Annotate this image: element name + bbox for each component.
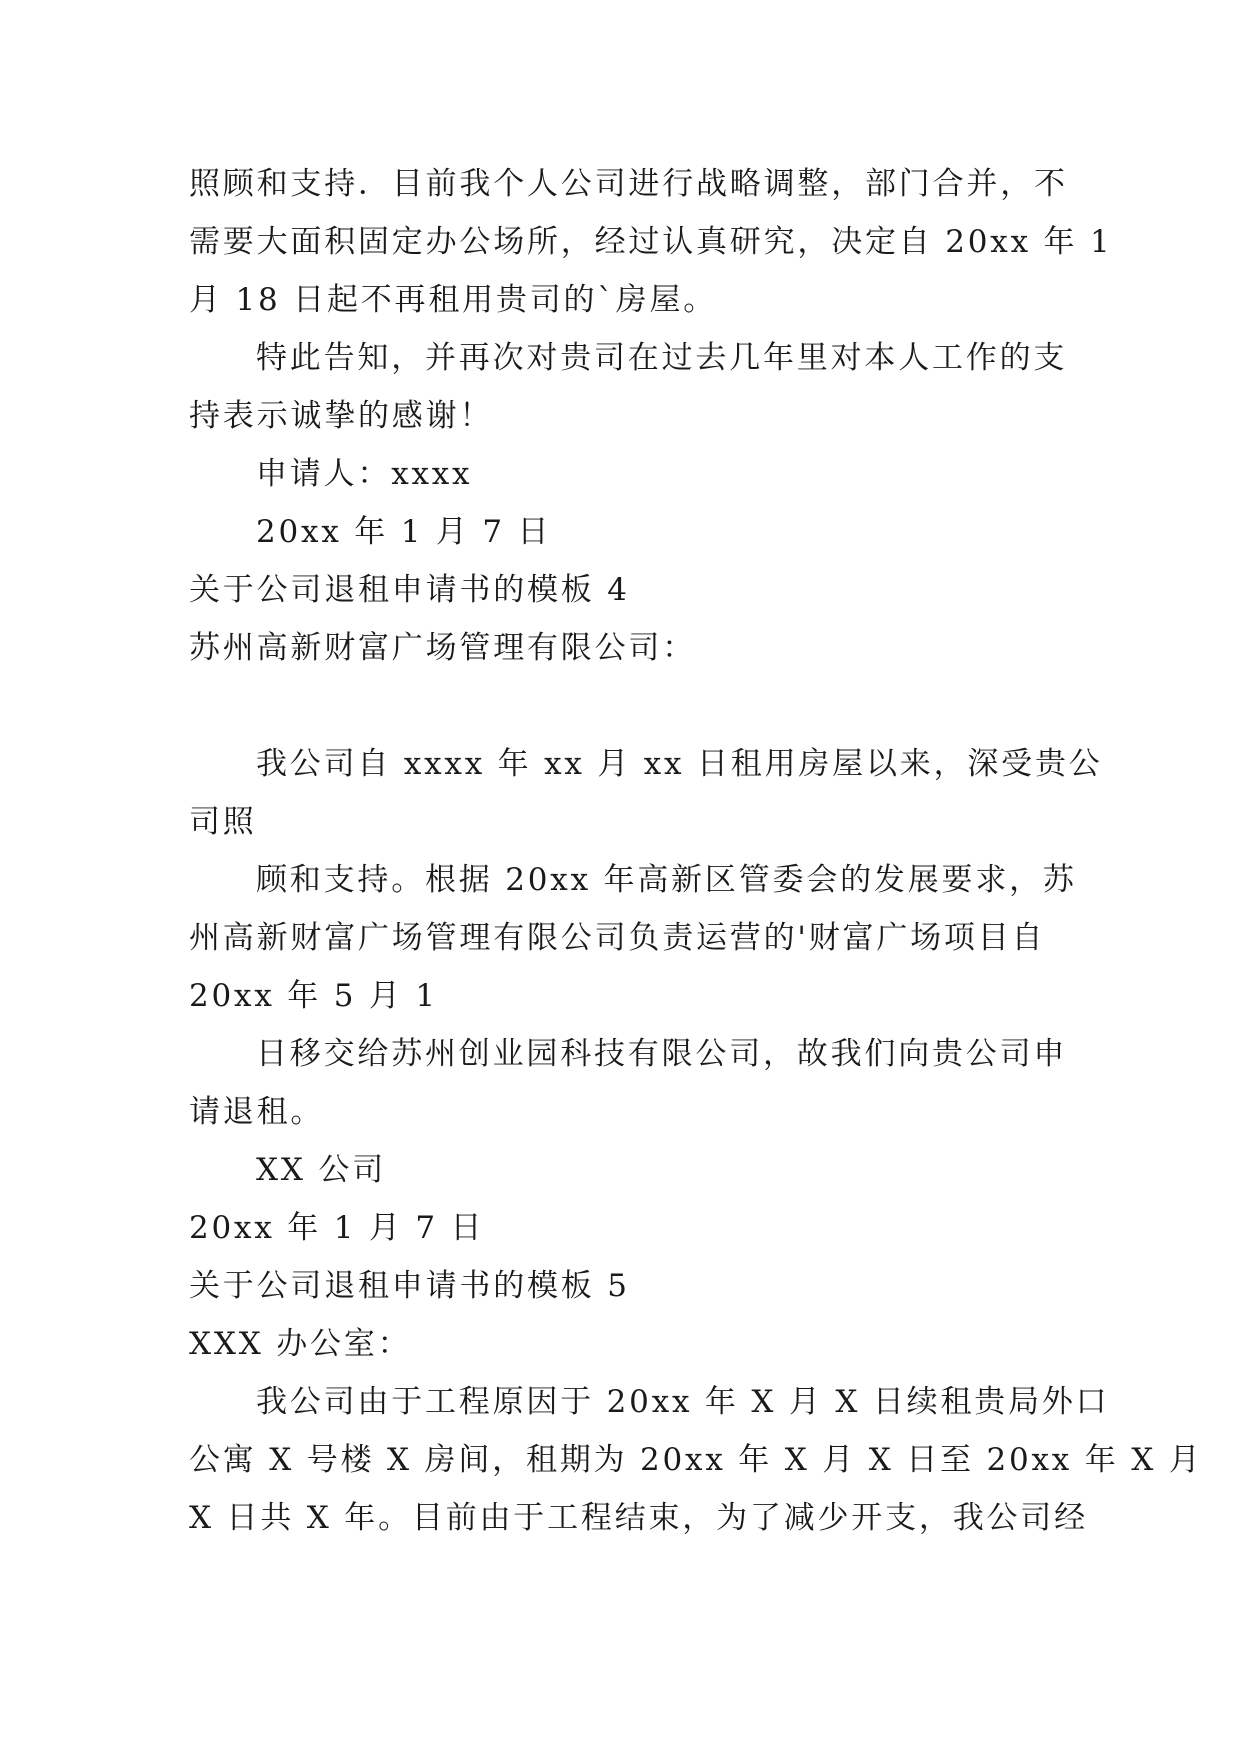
- signature-line: XX 公司: [256, 1152, 386, 1188]
- body-line: 照顾和支持．目前我个人公司进行战略调整，部门合并，不: [189, 166, 1068, 202]
- body-line: 20xx 年 5 月 1: [189, 978, 438, 1014]
- recipient-line: 苏州高新财富广场管理有限公司：: [189, 630, 696, 666]
- body-line: 我公司自 xxxx 年 xx 月 xx 日租用房屋以来，深受贵公: [256, 746, 1103, 782]
- body-line: 公寓 X 号楼 X 房间，租期为 20xx 年 X 月 X 日至 20xx 年 X 月: [189, 1442, 1203, 1478]
- body-line: 我公司由于工程原因于 20xx 年 X 月 X 日续租贵局外口: [256, 1384, 1110, 1420]
- recipient-line: XXX 办公室：: [189, 1326, 412, 1362]
- date-line: 20xx 年 1 月 7 日: [256, 514, 552, 550]
- body-line: 日移交给苏州创业园科技有限公司，故我们向贵公司申: [256, 1036, 1068, 1072]
- section-title: 关于公司退租申请书的模板 4: [189, 572, 630, 608]
- body-line: X 日共 X 年。目前由于工程结束，为了减少开支，我公司经: [189, 1500, 1088, 1536]
- body-line: 月 18 日起不再租用贵司的`房屋。: [189, 282, 718, 318]
- body-line: 司照: [189, 804, 257, 840]
- body-line: 特此告知，并再次对贵司在过去几年里对本人工作的支: [256, 340, 1068, 376]
- body-line: 顾和支持。根据 20xx 年高新区管委会的发展要求，苏: [256, 862, 1077, 898]
- body-line: 需要大面积固定办公场所，经过认真研究，决定自 20xx 年 1: [189, 224, 1113, 260]
- body-line: 持表示诚挚的感谢！: [189, 398, 494, 434]
- body-line: 州高新财富广场管理有限公司负责运营的'财富广场项目自: [189, 920, 1046, 956]
- section-title: 关于公司退租申请书的模板 5: [189, 1268, 630, 1304]
- body-line: 请退租。: [189, 1094, 325, 1130]
- date-line: 20xx 年 1 月 7 日: [189, 1210, 485, 1246]
- applicant-line: 申请人：xxxx: [256, 456, 473, 492]
